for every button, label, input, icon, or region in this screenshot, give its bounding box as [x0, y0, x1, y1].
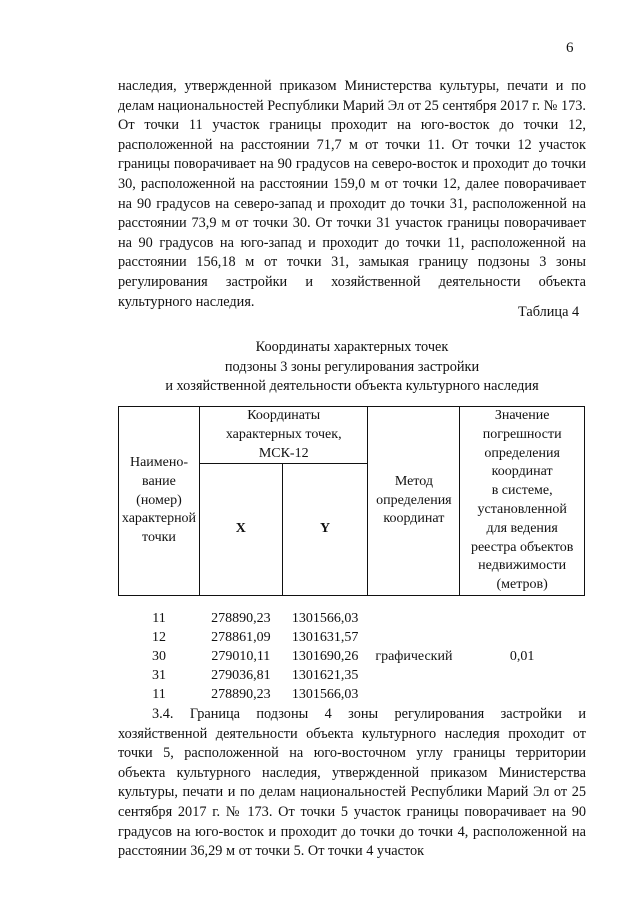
- cell-y: 1301690,26: [291, 649, 359, 665]
- table-title-line: подзоны 3 зоны регулирования застройки: [224, 358, 480, 375]
- header-coordinates: [199, 407, 368, 464]
- cell-y: 1301566,03: [291, 611, 359, 627]
- header-coordinates-text: Координаты характерных точек, МСК-12: [225, 408, 342, 461]
- table-label: Таблица 4: [518, 304, 580, 320]
- table-title-line: и хозяйственной деятельности объекта культурного наследия: [165, 378, 539, 395]
- cell-point: 12: [151, 630, 166, 646]
- cell-x: 279036,81: [211, 668, 271, 684]
- cell-y: 1301566,03: [291, 687, 359, 703]
- body-paragraph-section-3-4: 3.4. Граница подзоны 4 зоны регулирования застройки и хозяйственной деятельности объекта культурного наследия проходит от точки 5, расположенной на юго-восточном углу границы территории объекта культурного наследия, утвержденной приказом Министерства культуры, печати и по делам национальностей Республики Марий Эл от 25 сентября 2017 г. № 173. От точки 5 участок границы поворачивает на 90 градусов на юго-восток и проходит до точки до точки 4, расположенной на расстоянии 36,29 м от точки 5. От точки 4 участок: [118, 706, 586, 860]
- header-x-text: X: [235, 521, 246, 537]
- cell-y: 1301621,35: [291, 668, 359, 684]
- cell-x: 278890,23: [211, 687, 271, 703]
- cell-x: 278890,23: [211, 611, 271, 627]
- header-point-name: [119, 407, 200, 596]
- header-y: [282, 464, 368, 596]
- cell-error: 0,01: [509, 649, 535, 665]
- table-title-line: Координаты характерных точек: [255, 339, 449, 355]
- table-row: [119, 610, 585, 629]
- cell-point: 11: [152, 611, 166, 627]
- header-method: [368, 407, 460, 596]
- cell-point: 30: [151, 649, 166, 665]
- coordinates-table: [118, 406, 585, 705]
- cell-point: 11: [152, 687, 166, 703]
- cell-method: графический: [375, 649, 453, 665]
- body-paragraph: наследия, утвержденной приказом Министерства культуры, печати и по делам национальностей Республики Марий Эл от 25 сентября 2017 г. № 173. От точки 11 участок границы проходит на юго-восток до точки 12, расположенной на расстоянии 71,7 м от точки 11. От точки 12 участок границы поворачивает на 90 градусов на северо-восток и проходит до точки 30, расположенной на расстоянии 159,0 м от точки 12, далее поворачивает на 90 градусов на северо-запад и проходит до точки 31, расположенной на расстоянии 73,9 м от точки 30. От точки 31 участок границы поворачивает на 90 градусов на юго-запад и проходит до точки 11, расположенной на расстоянии 156,18 м от точки 31, замыкая границу подзоны 3 зоны регулирования застройки и хозяйственной деятельности объекта культурного наследия.: [118, 78, 586, 310]
- header-error: [460, 407, 585, 596]
- cell-x: 278861,09: [211, 630, 271, 646]
- cell-y: 1301631,57: [291, 630, 359, 646]
- header-point-name-text: Наимено- вание (номер) характерной точки: [121, 454, 197, 546]
- header-method-text: Метод определения координат: [376, 473, 452, 527]
- header-x: [199, 464, 282, 596]
- table-title: [118, 338, 586, 397]
- header-error-text: Значение погрешности определения координат в системе, установленной для ведения реестра объектов недвижимости (метров): [470, 408, 574, 593]
- header-y-text: Y: [320, 521, 331, 537]
- cell-x: 279010,11: [211, 649, 271, 665]
- cell-point: 31: [151, 668, 166, 684]
- page-number: 6: [566, 40, 574, 56]
